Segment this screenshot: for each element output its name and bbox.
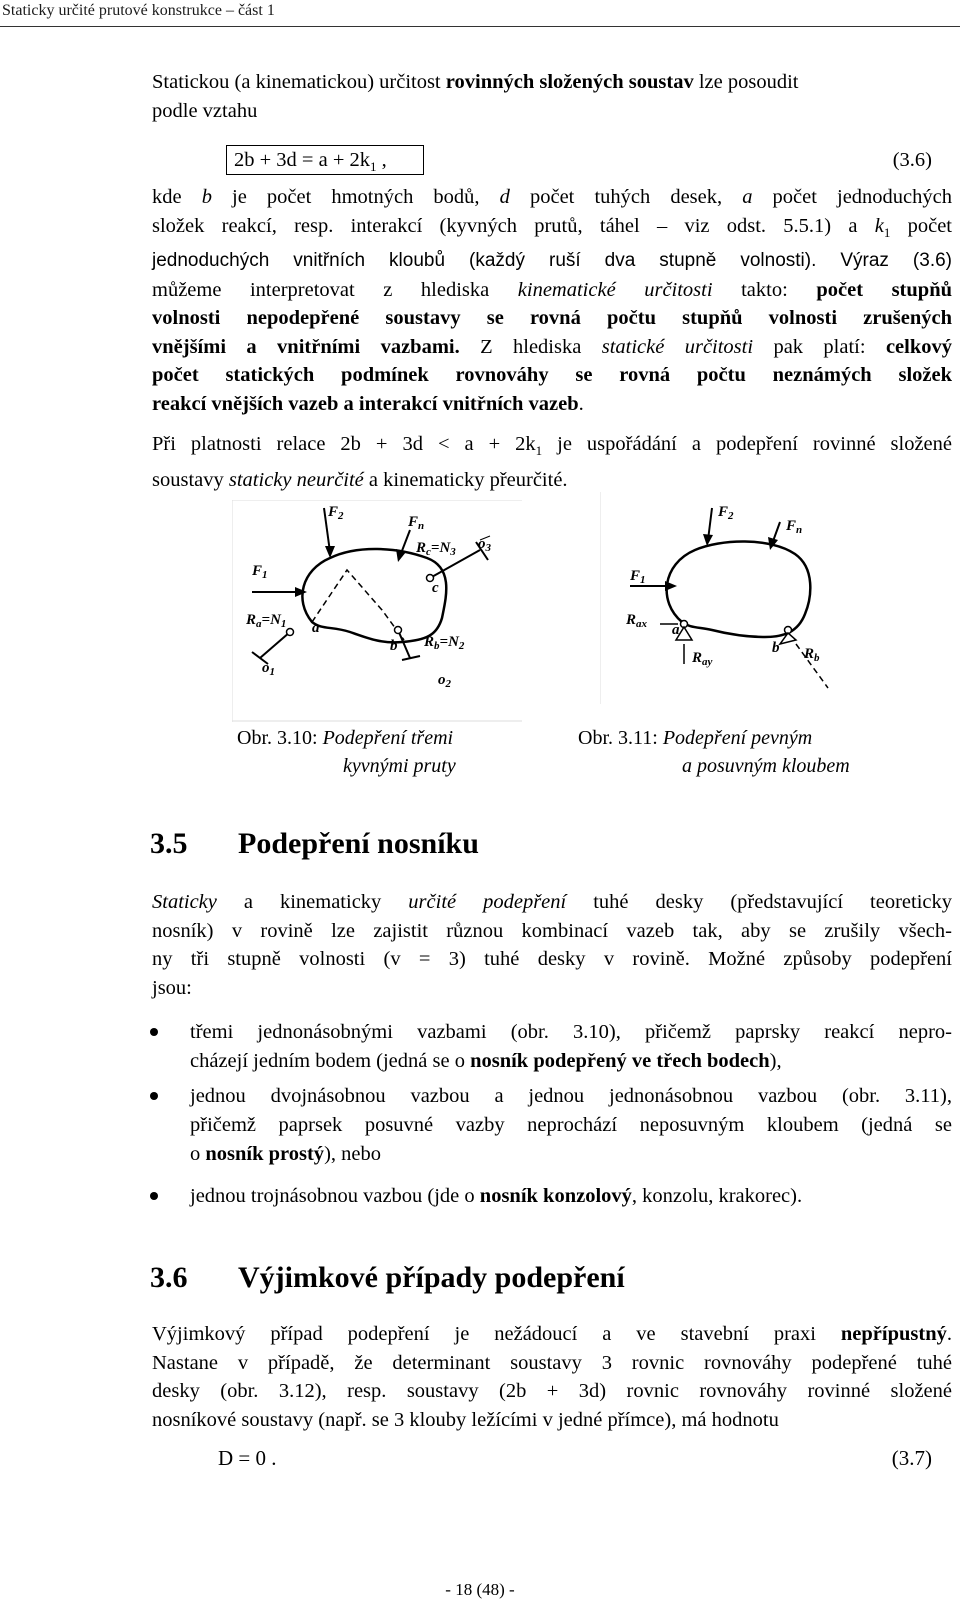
p2-line3: jednoduchých vnitřních kloubů (každý ruší dva stupně volnosti). Výraz (3.6) [152, 250, 952, 272]
page-number: - 18 (48) - [445, 1580, 515, 1599]
p2-line8: reakcí vnějších vazeb a interakcí vnitřních vazeb. [152, 392, 584, 415]
p2-line7: počet statických podmínek rovnováhy se rovná počtu neznámých složek [152, 364, 952, 387]
rigid-body-shape-2 [667, 541, 811, 637]
paragraph-intro [152, 68, 952, 125]
p3-line1: Při platnosti relace $2b + 3d < a + 2k_1$ je uspořádání a podepření rovinné složené [152, 433, 953, 459]
label-b: b [390, 638, 398, 654]
figure-3-11-diagram [600, 492, 840, 704]
label-F2: $F_2$ [328, 504, 344, 522]
label-a: a [312, 620, 320, 636]
bullet1-line2: cházejí jedním bodem (jedná se o nosník podepřený ve třech bodech), [190, 1050, 782, 1072]
equation-3-6: $2b + 3d = a + 2k_1$ , [234, 149, 387, 175]
p2-line6: vnějšími a vnitřními vazbami. Z hlediska statické určitosti pak platí: celkový [152, 335, 952, 358]
label-o1: $o_1$ [262, 660, 275, 678]
p4-line4: jsou: [152, 976, 192, 999]
label-F2-b: $F_2$ [718, 504, 734, 522]
label-Rax: $R_{ax}$ [626, 612, 648, 630]
p1-line1: Statickou (a kinematickou) určitost rovinných složených soustav lze posoudit [152, 71, 799, 93]
p3-line2: soustavy staticky neurčité a kinematicky přeurčité. [152, 468, 568, 491]
label-c: c [432, 580, 439, 596]
label-Ray: $R_{ay}$ [692, 650, 713, 668]
label-Fn-b: $F_n$ [786, 518, 803, 536]
bullet2-line2: přičemž paprsek posuvné vazby neprochází neposuvným kloubem (jedná se [190, 1114, 952, 1136]
label-b-b: b [772, 640, 780, 656]
bullet2-line3: o nosník prostý), nebo [190, 1143, 381, 1165]
p2-line5: volnosti nepodepřené soustavy se rovná počtu stupňů volnosti zrušených [152, 307, 952, 330]
label-Rb-b: $R_b$ [804, 646, 820, 664]
p1-line2: podle vztahu [152, 99, 258, 122]
p2-line2: složek reakcí, resp. interakcí (kyvných prutů, táhel – viz odst. 5.5.1) a $k_1$ počet [152, 214, 952, 240]
label-Ra-N1: $R_a=N_1$ [246, 612, 287, 630]
figure-3-10-diagram [232, 500, 522, 722]
rigid-body-shape [302, 549, 446, 642]
p2-line1: kde b je počet hmotných bodů, d počet tuhých desek, a počet jednoduchých [152, 186, 952, 208]
paragraph-support [152, 888, 952, 1002]
bullet2-line1: jednou dvojnásobnou vazbou a jednou jednonásobnou vazbou (obr. 3.11), [190, 1085, 952, 1107]
paragraph-relation [152, 430, 952, 494]
p4-line1: Staticky a kinematicky určité podepření tuhé desky (představující teoreticky [152, 891, 952, 913]
label-Fn: $F_n$ [408, 514, 425, 532]
figure-3-10 [232, 500, 522, 722]
caption-figure-3-10: Obr. 3.10: Podepření třemi kyvnými pruty [237, 727, 456, 777]
paragraph-definitions [152, 183, 952, 418]
header-rule [0, 26, 960, 27]
bullet-icon [150, 1092, 158, 1100]
label-Rb-N2: $R_b=N_2$ [424, 634, 465, 652]
label-F1-b: $F_1$ [630, 568, 646, 586]
section-heading-3-5: 3.5 Podepření nosníku [150, 827, 479, 860]
equation-number-3-7: (3.7) [891, 1446, 932, 1470]
label-a-b: a [672, 622, 680, 638]
p4-line2: nosník) v rovině lze zajistit různou kombinací vazeb tak, aby se zrušily všech- [152, 919, 952, 942]
bullet1-line1: třemi jednonásobnými vazbami (obr. 3.10), přičemž paprsky reakcí nepro- [190, 1021, 952, 1043]
label-Rc-N3: $R_c=N_3$ [416, 540, 456, 558]
p5-line1: Výjimkový případ podepření je nežádoucí a ve stavební praxi nepřípustný. [152, 1323, 952, 1345]
equation-number-3-6: (3.6) [892, 149, 932, 171]
figure-3-11 [600, 492, 840, 704]
running-header [0, 0, 960, 20]
bullet3-line1: jednou trojnásobnou vazbou (jde o nosník konzolový, konzolu, krakorec). [190, 1185, 803, 1207]
p5-line3: desky (obr. 3.12), resp. soustavy (2b + 3d) rovnic rovnováhy rovinné složené [152, 1380, 952, 1402]
p4-line3: ny tři stupně volnosti (v = 3) tuhé desky v rovině. Možné způsoby podepření [152, 948, 952, 970]
section-heading-3-6: 3.6 Výjimkové případy podepření [150, 1261, 625, 1294]
bullet-icon [150, 1028, 158, 1036]
running-title: Staticky určité prutové konstrukce – část 1 [2, 2, 275, 19]
p5-line2: Nastane v případě, že determinant soustavy 3 rovnic rovnováhy podepřené tuhé [152, 1351, 952, 1374]
p2-line4: můžeme interpretovat z hlediska kinematické určitosti takto: počet stupňů [152, 278, 952, 301]
bullet-icon [150, 1192, 158, 1200]
paragraph-exceptional [152, 1320, 952, 1434]
label-o3: $o_3$ [478, 536, 491, 554]
label-F1: $F_1$ [252, 563, 268, 581]
p5-line4: nosníkové soustavy (např. se 3 klouby ležícími v jedné přímce), má hodnotu [152, 1408, 779, 1431]
label-o2: $o_2$ [438, 672, 451, 690]
equation-3-7: D = 0 . [218, 1446, 277, 1470]
caption-figure-3-11: Obr. 3.11: Podepření pevným a posuvným kloubem [578, 727, 850, 777]
